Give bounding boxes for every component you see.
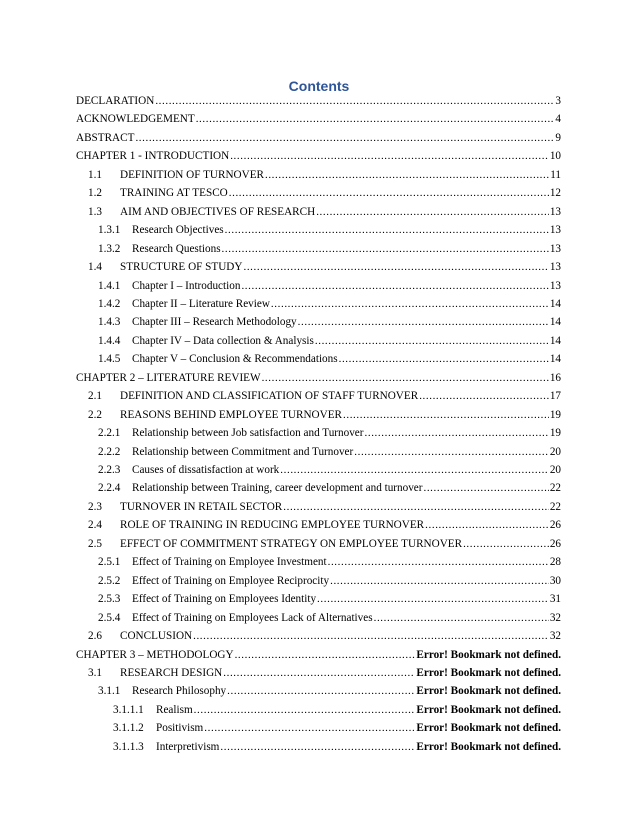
toc-entry-page: 22	[549, 501, 561, 513]
toc-entry[interactable]	[98, 555, 561, 569]
dot-leader	[243, 260, 548, 274]
toc-entry-label: Effect of Training on Employees Identity	[132, 593, 317, 605]
toc-entry-page: 28	[549, 556, 561, 568]
toc-entry-page: Error! Bookmark not defined.	[416, 649, 561, 661]
toc-entry-number: 3.1.1.3	[113, 741, 144, 753]
toc-entry-number: 2.1	[88, 390, 102, 402]
toc-entry[interactable]	[88, 629, 561, 643]
toc-entry[interactable]	[98, 481, 561, 495]
dot-leader	[419, 389, 549, 403]
toc-entry-page: 22	[549, 482, 561, 494]
toc-entry-number: 2.2.2	[98, 446, 121, 458]
toc-entry[interactable]	[98, 611, 561, 625]
toc-entry-page: 32	[549, 630, 561, 642]
toc-entry-number: 2.5.1	[98, 556, 121, 568]
toc-entry[interactable]	[88, 500, 561, 514]
toc-entry[interactable]	[113, 721, 561, 735]
toc-entry[interactable]	[76, 94, 561, 108]
toc-entry-label: DEFINITION OF TURNOVER	[120, 169, 264, 181]
toc-entry-number: 3.1.1.1	[113, 704, 144, 716]
toc-entry-label: STRUCTURE OF STUDY	[120, 261, 243, 273]
toc-entry-page: Error! Bookmark not defined.	[416, 741, 561, 753]
toc-entry-label: Effect of Training on Employees Lack of Alternatives	[132, 612, 373, 624]
toc-entry[interactable]	[76, 149, 561, 163]
dot-leader	[317, 592, 549, 606]
toc-entry-number: 2.3	[88, 501, 102, 513]
toc-entry-label: Positivism	[156, 722, 204, 734]
toc-entry-number: 1.1	[88, 169, 102, 181]
toc-entry[interactable]	[88, 408, 561, 422]
toc-entry-number: 1.4.2	[98, 298, 121, 310]
toc-entry-label: Effect of Training on Employee Reciprocity	[132, 575, 330, 587]
dot-leader	[230, 149, 549, 163]
toc-entry-label: Research Objectives	[132, 224, 224, 236]
toc-entry-page: 10	[549, 150, 561, 162]
toc-entry[interactable]	[88, 666, 561, 680]
toc-entry-page: Error! Bookmark not defined.	[416, 722, 561, 734]
toc-entry-number: 1.2	[88, 187, 102, 199]
page-title: Contents	[288, 78, 350, 94]
toc-entry-number: 1.4.4	[98, 335, 121, 347]
toc-entry[interactable]	[98, 297, 561, 311]
toc-entry-number: 2.5.4	[98, 612, 121, 624]
toc-entry[interactable]	[76, 131, 561, 145]
toc-entry[interactable]	[98, 684, 561, 698]
toc-entry[interactable]	[88, 537, 561, 551]
dot-leader	[222, 242, 549, 256]
dot-leader	[425, 518, 549, 532]
toc-entry-label: Relationship between Commitment and Turnover	[132, 446, 354, 458]
toc-entry-page: 19	[549, 427, 561, 439]
toc-entry[interactable]	[76, 371, 561, 385]
dot-leader	[330, 574, 549, 588]
toc-entry-label: Effect of Training on Employee Investment	[132, 556, 327, 568]
toc-entry[interactable]	[88, 186, 561, 200]
toc-entry-label: Chapter I – Introduction	[132, 280, 241, 292]
toc-entry-page: 13	[549, 243, 561, 255]
toc-entry-label: ABSTRACT	[76, 132, 135, 144]
dot-leader	[316, 205, 549, 219]
toc-entry[interactable]	[98, 223, 561, 237]
toc-entry-number: 2.2.4	[98, 482, 121, 494]
dot-leader	[135, 131, 554, 145]
toc-entry-number: 1.4.1	[98, 280, 121, 292]
toc-entry-page: 17	[549, 390, 561, 402]
toc-entry-label: CHAPTER 3 – METHODOLOGY	[76, 649, 234, 661]
toc-entry-page: 11	[550, 169, 561, 181]
toc-entry-page: Error! Bookmark not defined.	[416, 685, 561, 697]
toc-entry-page: Error! Bookmark not defined.	[416, 704, 561, 716]
dot-leader	[223, 666, 415, 680]
toc-entry-label: RESEARCH DESIGN	[120, 667, 223, 679]
toc-entry[interactable]	[113, 740, 561, 754]
toc-entry[interactable]	[98, 279, 561, 293]
toc-entry-number: 2.2	[88, 409, 102, 421]
toc-entry-label: Chapter III – Research Methodology	[132, 316, 297, 328]
dot-leader	[204, 721, 415, 735]
toc-entry-page: 14	[549, 298, 561, 310]
toc-entry[interactable]	[98, 445, 561, 459]
toc-entry-page: 30	[549, 575, 561, 587]
toc-entry[interactable]	[88, 168, 561, 182]
dot-leader	[193, 629, 549, 643]
toc-entry-number: 2.4	[88, 519, 102, 531]
toc-entry-page: 16	[549, 372, 561, 384]
toc-entry-label: Realism	[156, 704, 193, 716]
toc-entry-number: 2.5.3	[98, 593, 121, 605]
toc-entry-number: 1.3.2	[98, 243, 121, 255]
toc-entry-number: 1.3.1	[98, 224, 121, 236]
toc-entry-label: CONCLUSION	[120, 630, 193, 642]
dot-leader	[262, 371, 549, 385]
dot-leader	[374, 611, 549, 625]
dot-leader	[354, 445, 549, 459]
toc-entry-label: Research Philosophy	[132, 685, 227, 697]
toc-entry-page: 13	[549, 206, 561, 218]
toc-entry-page: Error! Bookmark not defined.	[416, 667, 561, 679]
dot-leader	[227, 684, 415, 698]
toc-entry-page: 13	[549, 224, 561, 236]
toc-entry-label: TRAINING AT TESCO	[120, 187, 228, 199]
toc-entry-number: 2.5.2	[98, 575, 121, 587]
dot-leader	[194, 703, 416, 717]
toc-entry[interactable]	[98, 426, 561, 440]
toc-entry-label: Relationship between Training, career development and turnover	[132, 482, 423, 494]
toc-entry-label: Chapter II – Literature Review	[132, 298, 270, 310]
dot-leader	[298, 315, 549, 329]
dot-leader	[229, 186, 549, 200]
dot-leader	[155, 94, 554, 108]
toc-entry[interactable]	[113, 703, 561, 717]
toc-entry-label: Chapter IV – Data collection & Analysis	[132, 335, 314, 347]
dot-leader	[343, 408, 549, 422]
toc-entry-label: ROLE OF TRAINING IN REDUCING EMPLOYEE TURNOVER	[120, 519, 425, 531]
toc-entry-number: 3.1.1	[98, 685, 121, 697]
toc-entry-page: 26	[549, 519, 561, 531]
toc-entry-page: 19	[549, 409, 561, 421]
toc-entry-page: 14	[549, 335, 561, 347]
toc-entry[interactable]	[98, 463, 561, 477]
toc-entry-label: REASONS BEHIND EMPLOYEE TURNOVER	[120, 409, 342, 421]
toc-entry-page: 4	[555, 113, 561, 125]
toc-entry-page: 32	[549, 612, 561, 624]
toc-entry-page: 9	[555, 132, 561, 144]
toc-entry[interactable]	[98, 352, 561, 366]
dot-leader	[365, 426, 549, 440]
toc-entry-label: Causes of dissatisfaction at work	[132, 464, 280, 476]
toc-entry-label: Chapter V – Conclusion & Recommendations	[132, 353, 338, 365]
toc-entry-label: Research Questions	[132, 243, 221, 255]
dot-leader	[423, 481, 548, 495]
toc-entry-page: 13	[549, 280, 561, 292]
toc-entry[interactable]	[88, 389, 561, 403]
toc-entry[interactable]	[98, 242, 561, 256]
toc-entry[interactable]	[88, 205, 561, 219]
toc-entry-label: DEFINITION AND CLASSIFICATION OF STAFF TURNOVER	[120, 390, 419, 402]
dot-leader	[196, 112, 555, 126]
toc-entry-number: 1.3	[88, 206, 102, 218]
toc-entry-page: 14	[549, 316, 561, 328]
toc-entry-number: 1.4.5	[98, 353, 121, 365]
toc-entry[interactable]	[98, 592, 561, 606]
toc-entry-label: AIM AND OBJECTIVES OF RESEARCH	[120, 206, 316, 218]
toc-entry-label: DECLARATION	[76, 95, 155, 107]
toc-entry-label: CHAPTER 1 - INTRODUCTION	[76, 150, 230, 162]
toc-entry-page: 13	[549, 261, 561, 273]
toc-entry-page: 26	[549, 538, 561, 550]
dot-leader	[280, 463, 549, 477]
toc-entry-page: 14	[549, 353, 561, 365]
dot-leader	[265, 168, 549, 182]
toc-entry-number: 2.2.1	[98, 427, 121, 439]
toc-entry-number: 3.1.1.2	[113, 722, 144, 734]
toc-entry-number: 2.2.3	[98, 464, 121, 476]
toc-entry-label: Interpretivism	[156, 741, 220, 753]
toc-entry-number: 2.5	[88, 538, 102, 550]
toc-entry[interactable]	[98, 315, 561, 329]
dot-leader	[328, 555, 549, 569]
toc-entry-number: 2.6	[88, 630, 102, 642]
dot-leader	[283, 500, 549, 514]
dot-leader	[339, 352, 549, 366]
toc-entry-label: EFFECT OF COMMITMENT STRATEGY ON EMPLOYEE TURNOVER	[120, 538, 463, 550]
toc-entry[interactable]	[98, 574, 561, 588]
dot-leader	[241, 279, 548, 293]
toc-entry-label: ACKNOWLEDGEMENT	[76, 113, 195, 125]
toc-entry-page: 12	[549, 187, 561, 199]
toc-entry[interactable]	[76, 648, 561, 662]
toc-entry-label: CHAPTER 2 – LITERATURE REVIEW	[76, 372, 261, 384]
toc-entry-label: Relationship between Job satisfaction and Turnover	[132, 427, 364, 439]
toc-entry[interactable]	[88, 518, 561, 532]
toc-entry[interactable]	[76, 112, 561, 126]
toc-entry-label: TURNOVER IN RETAIL SECTOR	[120, 501, 283, 513]
toc-entry-number: 1.4	[88, 261, 102, 273]
toc-entry-page: 20	[549, 464, 561, 476]
dot-leader	[235, 648, 416, 662]
dot-leader	[463, 537, 549, 551]
toc-entry-number: 3.1	[88, 667, 102, 679]
dot-leader	[220, 740, 415, 754]
toc-entry-page: 31	[549, 593, 561, 605]
toc-entry[interactable]	[88, 260, 561, 274]
toc-entry[interactable]	[98, 334, 561, 348]
toc-entry-page: 3	[555, 95, 561, 107]
dot-leader	[271, 297, 549, 311]
toc-entry-number: 1.4.3	[98, 316, 121, 328]
dot-leader	[315, 334, 549, 348]
dot-leader	[225, 223, 549, 237]
toc-entry-page: 20	[549, 446, 561, 458]
